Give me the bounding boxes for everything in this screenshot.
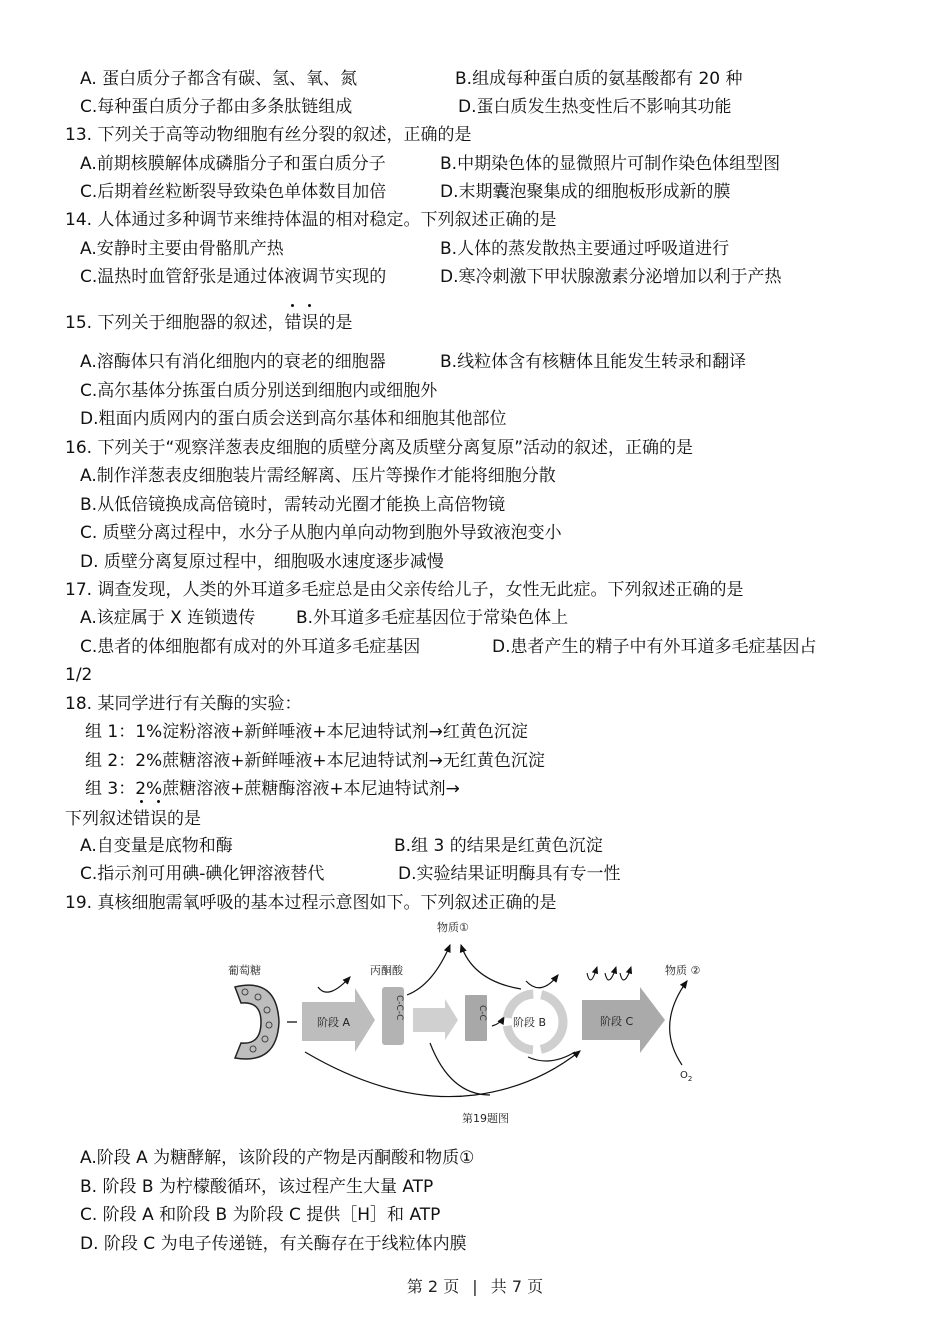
q18-option-d: D.实验结果证明酶具有专一性 bbox=[398, 864, 621, 884]
conversion-arrow bbox=[413, 999, 458, 1040]
substance-2-label: 物质 ② bbox=[665, 964, 701, 977]
acetyl-atoms: C-C bbox=[477, 1005, 487, 1021]
q13-option-b: B.中期染色体的显微照片可制作染色体组型图 bbox=[440, 154, 781, 174]
q18-group-1: 组 1：1%淀粉溶液+新鲜唾液+本尼迪特试剂→红黄色沉淀 bbox=[85, 722, 528, 742]
q13-option-a: A.前期核膜解体成磷脂分子和蛋白质分子 bbox=[80, 154, 386, 174]
q12-option-a: A. 蛋白质分子都含有碳、氢、氧、氮 bbox=[80, 69, 358, 89]
footer-separator: | bbox=[472, 1277, 478, 1296]
q15-stem-suffix: 的是 bbox=[318, 313, 353, 333]
q19-option-c: C. 阶段 A 和阶段 B 为阶段 C 提供［H］和 ATP bbox=[80, 1205, 441, 1225]
q18-sub-stem bbox=[65, 808, 201, 830]
q18-option-c: C.指示剂可用碘-碘化钾溶液替代 bbox=[80, 864, 325, 884]
q14-option-a: A.安静时主要由骨骼肌产热 bbox=[80, 239, 284, 259]
q16-option-c: C. 质壁分离过程中，水分子从胞内单向动物到胞外导致液泡变小 bbox=[80, 523, 562, 543]
q15-stem bbox=[65, 312, 352, 334]
q15-option-d: D.粗面内质网内的蛋白质会送到高尔基体和细胞其他部位 bbox=[80, 409, 507, 429]
glucose-label: 葡萄糖 bbox=[228, 964, 261, 977]
q17-option-b: B.外耳道多毛症基因位于常染色体上 bbox=[296, 608, 569, 628]
q12-option-d: D.蛋白质发生热变性后不影响其功能 bbox=[458, 97, 732, 117]
stage-c-label: 阶段 C bbox=[600, 1015, 634, 1028]
q14-option-b: B.人体的蒸发散热主要通过呼吸道进行 bbox=[440, 239, 730, 259]
q14-option-c: C.温热时血管舒张是通过体液调节实现的 bbox=[80, 267, 387, 287]
q12-option-b: B.组成每种蛋白质的氨基酸都有 20 种 bbox=[455, 69, 743, 89]
page-number: 第 2 页 bbox=[406, 1277, 460, 1296]
pyruvate-label: 丙酮酸 bbox=[370, 964, 403, 977]
q17-option-a: A.该症属于 X 连锁遗传 bbox=[80, 608, 256, 628]
q18-group-2: 组 2：2%蔗糖溶液+新鲜唾液+本尼迪特试剂→无红黄色沉淀 bbox=[85, 751, 545, 771]
q17-option-d-wrap: 1/2 bbox=[65, 665, 93, 685]
pyruvate-atoms: C-C-C bbox=[394, 995, 404, 1021]
q12-option-c: C.每种蛋白质分子都由多条肽链组成 bbox=[80, 97, 353, 117]
q18-option-b: B.组 3 的结果是红黄色沉淀 bbox=[394, 836, 603, 856]
q13-stem: 13. 下列关于高等动物细胞有丝分裂的叙述，正确的是 bbox=[65, 125, 472, 145]
q19-option-a: A.阶段 A 为糖酵解，该阶段的产物是丙酮酸和物质① bbox=[80, 1148, 475, 1168]
q19-option-b: B. 阶段 B 为柠檬酸循环，该过程产生大量 ATP bbox=[80, 1177, 434, 1197]
q14-stem: 14. 人体通过多种调节来维持体温的相对稳定。下列叙述正确的是 bbox=[65, 210, 557, 230]
page-total: 共 7 页 bbox=[490, 1277, 544, 1296]
q17-option-d: D.患者产生的精子中有外耳道多毛症基因占 bbox=[492, 637, 817, 657]
q18-emphasis-char-1: 错 bbox=[133, 809, 150, 829]
q18-group-3: 组 3：2%蔗糖溶液+蔗糖酶溶液+本尼迪特试剂→ bbox=[85, 779, 460, 799]
q13-option-d: D.末期囊泡聚集成的细胞板形成新的膜 bbox=[440, 182, 731, 202]
q18-option-a: A.自变量是底物和酶 bbox=[80, 836, 233, 856]
q15-emphasis-char-2: 误 bbox=[301, 313, 319, 333]
q15-option-b: B.线粒体含有核糖体且能发生转录和翻译 bbox=[440, 352, 747, 372]
q18-stem: 18. 某同学进行有关酶的实验： bbox=[65, 694, 302, 714]
q18-emphasis-char-2: 误 bbox=[150, 809, 167, 829]
q16-option-b: B.从低倍镜换成高倍镜时，需转动光圈才能换上高倍物镜 bbox=[80, 495, 506, 515]
q14-option-d: D.寒冷刺激下甲状腺激素分泌增加以利于产热 bbox=[440, 267, 782, 287]
q15-emphasis-char-1: 错 bbox=[284, 313, 302, 333]
q19-stem: 19. 真核细胞需氧呼吸的基本过程示意图如下。下列叙述正确的是 bbox=[65, 893, 557, 913]
stage-b-cycle bbox=[507, 994, 563, 1050]
q19-option-d: D. 阶段 C 为电子传递链，有关酶存在于线粒体内膜 bbox=[80, 1234, 467, 1254]
aerobic-respiration-diagram bbox=[225, 915, 725, 1130]
q17-stem: 17. 调查发现，人类的外耳道多毛症总是由父亲传给儿子，女性无此症。下列叙述正确的是 bbox=[65, 580, 744, 600]
q18-sub-suffix: 的是 bbox=[167, 809, 201, 829]
stage-b-label: 阶段 B bbox=[513, 1016, 547, 1029]
stage-a-arrow bbox=[302, 988, 375, 1052]
q16-stem: 16. 下列关于“观察洋葱表皮细胞的质壁分离及质壁分离复原”活动的叙述，正确的是 bbox=[65, 438, 694, 458]
q17-option-c: C.患者的体细胞都有成对的外耳道多毛症基因 bbox=[80, 637, 421, 657]
stage-c-arrow bbox=[582, 987, 665, 1053]
q16-option-d: D. 质壁分离复原过程中，细胞吸水速度逐步减慢 bbox=[80, 552, 444, 572]
q18-sub-prefix: 下列叙述 bbox=[65, 809, 133, 829]
oxygen-label: $O_2$ bbox=[680, 1070, 693, 1083]
q15-option-a: A.溶酶体只有消化细胞内的衰老的细胞器 bbox=[80, 352, 386, 372]
substance-1-label: 物质① bbox=[437, 921, 469, 934]
page-footer bbox=[0, 1274, 950, 1297]
q16-option-a: A.制作洋葱表皮细胞装片需经解离、压片等操作才能将细胞分散 bbox=[80, 466, 556, 486]
q15-option-c: C.高尔基体分拣蛋白质分别送到细胞内或细胞外 bbox=[80, 381, 438, 401]
glucose-molecule-icon bbox=[235, 985, 279, 1059]
q13-option-c: C.后期着丝粒断裂导致染色单体数目加倍 bbox=[80, 182, 387, 202]
q15-stem-prefix: 15. 下列关于细胞器的叙述， bbox=[65, 313, 285, 333]
stage-a-label: 阶段 A bbox=[317, 1016, 351, 1029]
diagram-caption: 第19题图 bbox=[462, 1112, 509, 1125]
